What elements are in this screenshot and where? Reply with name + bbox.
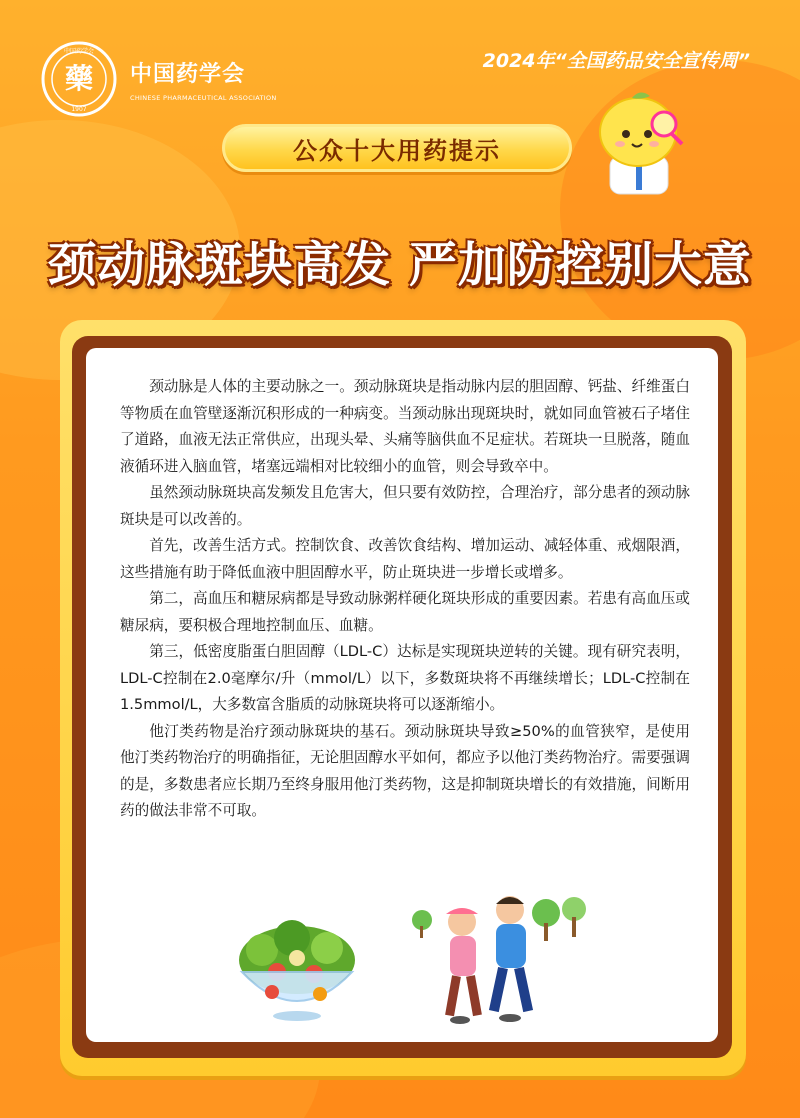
pill-title: 公众十大用药提示 [293,136,501,165]
salad-bowl-icon [232,910,362,1025]
article-body [120,374,690,825]
org-name-cn: 中国药学会 [130,61,246,87]
paragraph: 第二，高血压和糖尿病都是导致动脉粥样硬化斑块形成的重要因素。若患有高血压或糖尿病，要积极合理地控制血压、血糖。 [120,590,690,634]
seal-year: 1907 [71,106,87,113]
seal-char: 藥 [64,62,94,95]
lemon-mascot-icon [592,88,692,200]
section-pill [222,124,572,172]
pharmacy-association-seal-icon [40,40,118,118]
paragraph: 颈动脉是人体的主要动脉之一。颈动脉斑块是指动脉内层的胆固醇、钙盐、纤维蛋白等物质在血管壁逐渐沉积形成的一种病变。当颈动脉出现斑块时，就如同血管被石子堵住了道路，血液无法正常供应，出现头晕、头痛等脑供血不足症状。若斑块一旦脱落，随血液循环进入脑血管，堵塞远端相对比较细小的血管，则会导致卒中。 [120,378,690,475]
campaign-title: 2024年“全国药品安全宣传周” [482,50,750,72]
seal-ring-text: 中国药学会 [63,48,95,55]
couple-walking-icon [400,880,600,1030]
org-logo [40,40,277,118]
paragraph: 首先，改善生活方式。控制饮食、改善饮食结构、增加运动、减轻体重、戒烟限酒，这些措施有助于降低血液中胆固醇水平，防止斑块进一步增长或增多。 [120,537,690,581]
paragraph: 虽然颈动脉斑块高发频发且危害大，但只要有效防控，合理治疗，部分患者的颈动脉斑块是可以改善的。 [120,484,690,528]
paragraph: 他汀类药物是治疗颈动脉斑块的基石。颈动脉斑块导致≥50%的血管狭窄，是使用他汀类药物治疗的明确指征，无论胆固醇水平如何，都应予以他汀类药物治疗。需要强调的是，多数患者应长期乃至终身服用他汀类药物，这是抑制斑块增长的有效措施，间断用药的做法非常不可取。 [120,722,690,819]
headline: 颈动脉斑块高发 严加防控别大意 [48,237,752,293]
paragraph: 第三，低密度脂蛋白胆固醇（LDL-C）达标是实现斑块逆转的关键。现有研究表明，LDL-C控制在2.0毫摩尔/升（mmol/L）以下，多数斑块将不再继续增长；LDL-C控制在1.5mmol/L，大多数富含脂质的动脉斑块将可以逐渐缩小。 [120,643,690,713]
org-name-en: CHINESE PHARMACEUTICAL ASSOCIATION [130,93,277,102]
